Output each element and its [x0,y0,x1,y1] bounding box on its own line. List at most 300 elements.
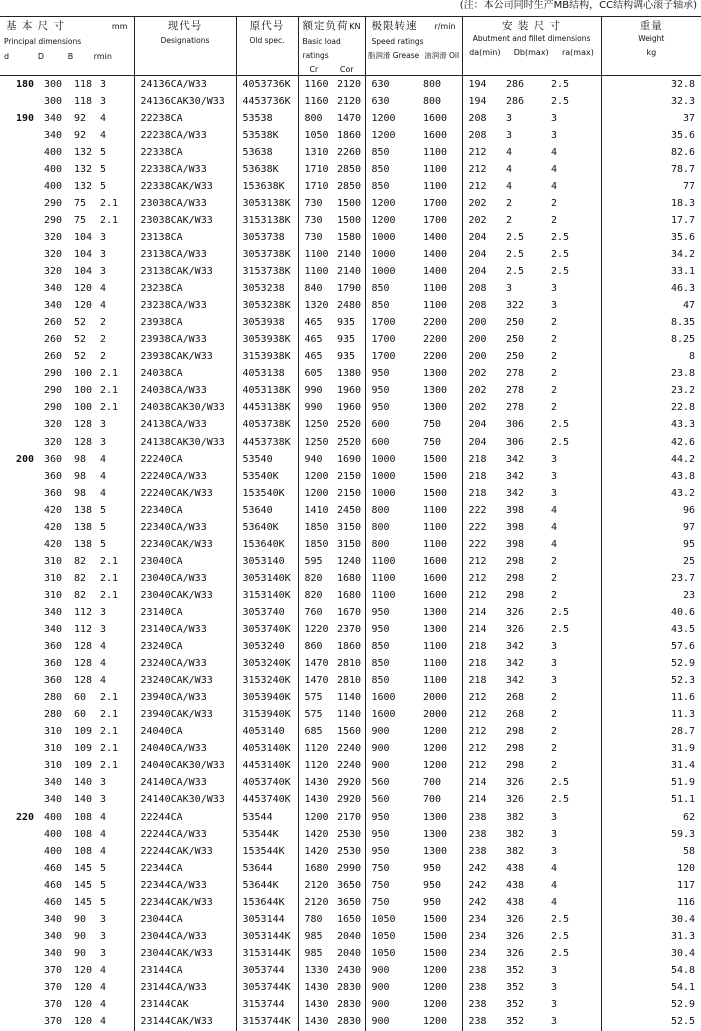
cell-d [0,758,38,775]
cell-weight: 23 [601,587,701,604]
cell-oil: 2200 [423,317,448,329]
cell-d [0,792,38,809]
cell-old-spec: 3053940K [236,690,298,707]
cell-weight: 51.1 [601,792,701,809]
cell-grease: 750 [365,877,417,894]
cell-da: 238 [462,979,500,996]
cell-width: 132 [74,163,93,175]
cell-grease: 900 [365,962,417,979]
cell-cor: 2150 [337,487,362,499]
cell-cr: 1320 [298,298,331,315]
cell-width: 98 [74,470,87,482]
cell-d [0,639,38,656]
cell-ra: 2.5 [551,913,570,925]
cell-cor: 935 [337,317,356,329]
cell-db: 2.5 [506,266,525,278]
cell-old-spec: 4053140 [236,724,298,741]
cell-d [0,93,38,110]
cell-weight: 22.8 [601,400,701,417]
cell-width: 75 [74,214,87,226]
cell-grease: 850 [365,298,417,315]
cell-d [0,894,38,911]
cell-designation: 23040CAK/W33 [134,587,236,604]
cell-designation: 24040CA [134,724,236,741]
cell-width: 75 [74,197,87,209]
cell-ra: 2 [551,317,558,329]
cell-cr: 840 [298,281,331,298]
cell-outer-dia: 340 [44,913,63,925]
cell-weight: 46.3 [601,281,701,298]
cell-d [0,707,38,724]
cell-cor: 2240 [337,743,362,755]
cell-da: 212 [462,553,500,570]
cell-db: 3 [506,283,513,295]
cell-cr: 1430 [298,979,331,996]
cell-designation: 23144CAK [134,997,236,1014]
cell-designation: 24136CA/W33 [134,76,236,94]
cell-rmin: 4 [100,300,107,312]
cell-designation: 23040CA [134,553,236,570]
cell-old-spec: 3153938K [236,349,298,366]
table-row [0,622,701,639]
cell-db: 2.5 [506,231,525,243]
cell-cr: 1120 [298,758,331,775]
table-row [0,366,701,383]
cell-outer-dia: 370 [44,1016,63,1028]
cell-outer-dia: 360 [44,487,63,499]
cell-cr: 1420 [298,826,331,843]
table-body [0,76,701,1031]
cell-outer-dia: 420 [44,538,63,550]
cell-designation: 22338CAK/W33 [134,178,236,195]
cell-rmin: 2 [100,317,107,329]
cell-old-spec: 4453740K [236,792,298,809]
cell-d [0,281,38,298]
cell-old-spec: 3053744K [236,979,298,996]
table-row [0,741,701,758]
table-row [0,298,701,315]
cell-designation: 23240CA [134,639,236,656]
cell-grease: 1000 [365,451,417,468]
cell-cr: 1050 [298,127,331,144]
cell-grease: 1100 [365,553,417,570]
cell-cr: 1100 [298,264,331,281]
cell-old-spec: 53638K [236,161,298,178]
cell-oil: 1300 [423,368,448,380]
cell-weight: 11.6 [601,690,701,707]
cell-cor: 2120 [337,95,362,107]
cell-old-spec: 53540 [236,451,298,468]
cell-designation: 24140CA/W33 [134,775,236,792]
cell-db: 298 [506,555,525,567]
cell-width: 104 [74,231,93,243]
cell-old-spec: 4053138 [236,366,298,383]
cell-d [0,553,38,570]
cell-designation: 22238CA/W33 [134,127,236,144]
desig-en-label: Designations [160,36,210,45]
cell-outer-dia: 370 [44,964,63,976]
cell-oil: 1400 [423,266,448,278]
cell-da: 238 [462,1014,500,1031]
old-en-label: Old spec. [249,36,285,45]
cell-cor: 3150 [337,538,362,550]
cell-designation: 22244CA/W33 [134,826,236,843]
cell-db: 326 [506,606,525,618]
cell-grease: 630 [365,93,417,110]
cell-db: 278 [506,385,525,397]
cell-weight: 40.6 [601,604,701,621]
cell-d [0,1014,38,1031]
cell-oil: 1300 [423,402,448,414]
cell-designation: 23038CA/W33 [134,195,236,212]
cell-width: 128 [74,419,93,431]
cell-cor: 2830 [337,1016,362,1028]
cell-width: 112 [74,606,93,618]
cell-old-spec: 3053938 [236,315,298,332]
cell-oil: 1300 [423,624,448,636]
cell-oil: 1300 [423,845,448,857]
cell-width: 98 [74,453,87,465]
cell-rmin: 4 [100,828,107,840]
cell-outer-dia: 360 [44,453,63,465]
cell-outer-dia: 320 [44,266,63,278]
cell-cor: 2830 [337,982,362,993]
cell-cor: 2120 [337,78,362,90]
cell-da: 212 [462,758,500,775]
cell-weight: 54.1 [601,979,701,996]
cell-cor: 2920 [337,794,362,806]
cell-designation: 24038CAK30/W33 [134,400,236,417]
cell-grease: 1050 [365,928,417,945]
cell-da: 218 [462,468,500,485]
cell-weight: 58 [601,843,701,860]
cell-weight: 57.6 [601,639,701,656]
cell-rmin: 2 [100,334,107,346]
cell-ra: 4 [551,896,558,908]
designations-header [134,17,236,76]
cell-rmin: 4 [100,658,107,670]
cell-outer-dia: 340 [44,794,63,806]
cell-da: 204 [462,264,500,281]
cell-width: 120 [74,999,93,1011]
cell-ra: 2.5 [551,606,570,618]
cell-ra: 3 [551,964,558,976]
table-row [0,724,701,741]
cell-outer-dia: 300 [44,78,63,90]
cell-cr: 730 [298,229,331,246]
speed-en-label: Speed ratings [371,37,424,46]
cell-ra: 3 [551,845,558,857]
cell-designation: 23240CA/W33 [134,656,236,673]
cell-d [0,468,38,485]
cell-outer-dia: 400 [44,828,63,840]
cell-db: 342 [506,453,525,465]
cell-cr: 575 [298,707,331,724]
cell-d [0,622,38,639]
cell-width: 52 [74,317,87,329]
cell-rmin: 4 [100,1016,107,1028]
cell-grease: 950 [365,826,417,843]
cell-da: 212 [462,724,500,741]
cell-da: 212 [462,161,500,178]
cell-ra: 3 [551,982,558,993]
cell-designation: 22338CA [134,144,236,161]
cell-weight: 32.3 [601,93,701,110]
table-row [0,775,701,792]
cell-weight: 35.6 [601,229,701,246]
cell-old-spec: 53638 [236,144,298,161]
cell-ra: 2.5 [551,436,570,448]
cell-ra: 3 [551,1016,558,1028]
cell-grease: 850 [365,673,417,690]
cell-cr: 1430 [298,1014,331,1031]
cell-rmin: 4 [100,982,107,993]
cell-d: 220 [15,811,34,823]
cell-weight: 82.6 [601,144,701,161]
cell-weight: 97 [601,519,701,536]
cell-oil: 1200 [423,760,448,772]
cell-da: 202 [462,366,500,383]
col-d-label: d [4,52,10,61]
cell-rmin: 4 [100,470,107,482]
cell-oil: 1200 [423,743,448,755]
cell-cr: 820 [298,570,331,587]
cell-cor: 2920 [337,777,362,789]
table-row [0,417,701,434]
cell-width: 100 [74,402,93,414]
cell-da: 212 [462,570,500,587]
cell-d [0,519,38,536]
cell-da: 194 [462,93,500,110]
cell-rmin: 4 [100,845,107,857]
cell-designation: 22240CAK/W33 [134,485,236,502]
col-B-label: B [67,52,74,61]
cell-db: 352 [506,964,525,976]
cell-da: 222 [462,502,500,519]
cell-cor: 2170 [337,811,362,823]
cell-db: 250 [506,317,525,329]
cell-d [0,178,38,195]
cell-grease: 1000 [365,264,417,281]
cell-outer-dia: 370 [44,982,63,993]
cell-grease: 1000 [365,246,417,263]
cell-old-spec: 4053738K [236,417,298,434]
cell-grease: 1200 [365,110,417,127]
cell-weight: 117 [601,877,701,894]
cell-rmin: 3 [100,947,107,959]
cell-width: 109 [74,760,93,772]
table-row [0,502,701,519]
cell-da: 234 [462,911,500,928]
cell-weight: 43.2 [601,485,701,502]
cell-d [0,434,38,451]
cell-oil: 1500 [423,913,448,925]
cell-oil: 750 [423,419,442,431]
cell-cor: 1860 [337,641,362,653]
cell-designation: 23038CAK/W33 [134,212,236,229]
cell-width: 145 [74,879,93,891]
cell-rmin: 2.1 [100,589,119,601]
col-oil-label: 油润滑 Oil [424,51,460,60]
cell-width: 118 [74,78,93,90]
cell-da: 214 [462,622,500,639]
cell-cor: 1960 [337,385,362,397]
cell-rmin: 3 [100,794,107,806]
cell-width: 128 [74,436,93,448]
cell-old-spec: 3053144K [236,928,298,945]
col-ra-label: ra(max) [561,48,594,57]
cell-designation: 22344CA [134,860,236,877]
cell-outer-dia: 360 [44,470,63,482]
cell-designation: 22340CAK/W33 [134,536,236,553]
cell-cr: 1850 [298,519,331,536]
cell-outer-dia: 360 [44,658,63,670]
cell-weight: 116 [601,894,701,911]
table-row [0,945,701,962]
cell-db: 306 [506,436,525,448]
cell-weight: 30.4 [601,911,701,928]
cell-width: 100 [74,385,93,397]
cell-old-spec: 3053938K [236,332,298,349]
cell-weight: 44.2 [601,451,701,468]
cell-old-spec: 53640K [236,519,298,536]
desig-zh-label: 现代号 [167,20,203,32]
cell-cor: 3650 [337,896,362,908]
cell-outer-dia: 310 [44,760,63,772]
cell-rmin: 5 [100,146,107,158]
cell-oil: 1500 [423,930,448,942]
cell-oil: 1300 [423,828,448,840]
cell-ra: 2.5 [551,95,570,107]
cell-db: 286 [506,78,525,90]
cell-grease: 560 [365,792,417,809]
cell-cor: 1500 [337,197,362,209]
cell-oil: 1100 [423,283,448,295]
cell-weight: 59.3 [601,826,701,843]
cell-oil: 1300 [423,606,448,618]
cell-cr: 990 [298,400,331,417]
cell-db: 352 [506,999,525,1011]
table-row [0,383,701,400]
cell-oil: 1200 [423,999,448,1011]
cell-weight: 43.3 [601,417,701,434]
cell-rmin: 4 [100,453,107,465]
cell-ra: 4 [551,163,558,175]
cell-ra: 2.5 [551,266,570,278]
cell-designation: 23044CAK/W33 [134,945,236,962]
cell-oil: 1100 [423,146,448,158]
cell-db: 4 [506,163,513,175]
cell-db: 268 [506,709,525,721]
cell-outer-dia: 320 [44,436,63,448]
cell-cor: 2260 [337,146,362,158]
cell-grease: 850 [365,161,417,178]
cell-oil: 1200 [423,726,448,738]
cell-old-spec: 3053744 [236,962,298,979]
cell-outer-dia: 340 [44,777,63,789]
cell-db: 298 [506,589,525,601]
cell-oil: 1200 [423,1016,448,1028]
cell-da: 218 [462,451,500,468]
table-row [0,843,701,860]
cell-oil: 1600 [423,589,448,601]
cell-cr: 1200 [298,485,331,502]
cell-cor: 2990 [337,862,362,874]
cell-weight: 37 [601,110,701,127]
cell-outer-dia: 420 [44,504,63,516]
cell-cr: 1710 [298,161,331,178]
cell-cor: 2520 [337,436,362,448]
cell-ra: 2 [551,692,558,704]
cell-da: 212 [462,587,500,604]
cell-d [0,264,38,281]
cell-ra: 2 [551,760,558,772]
table-row [0,212,701,229]
cell-cr: 1120 [298,741,331,758]
cell-cr: 575 [298,690,331,707]
cell-designation: 24140CAK30/W33 [134,792,236,809]
table-row [0,826,701,843]
cell-old-spec: 3053144 [236,911,298,928]
cell-rmin: 2.1 [100,385,119,397]
table-row [0,332,701,349]
cell-ra: 2.5 [551,930,570,942]
cell-ra: 2.5 [551,231,570,243]
cell-cr: 1330 [298,962,331,979]
cell-db: 326 [506,777,525,789]
cell-rmin: 3 [100,606,107,618]
cell-cor: 1960 [337,402,362,414]
cell-db: 306 [506,419,525,431]
cell-grease: 950 [365,604,417,621]
cell-oil: 1200 [423,964,448,976]
cell-da: 212 [462,144,500,161]
cell-rmin: 2.1 [100,368,119,380]
table-row [0,877,701,894]
cell-d [0,417,38,434]
cell-grease: 750 [365,860,417,877]
cell-ra: 4 [551,146,558,158]
cell-cr: 465 [298,315,331,332]
cell-rmin: 4 [100,283,107,295]
cell-old-spec: 153640K [236,536,298,553]
cell-db: 250 [506,351,525,363]
cell-d [0,997,38,1014]
table-header [0,17,701,76]
col-r-label: rmin [93,52,112,61]
cell-rmin: 2.1 [100,197,119,209]
cell-oil: 2000 [423,709,448,721]
cell-old-spec: 53538 [236,110,298,127]
cell-weight: 120 [601,860,701,877]
cell-weight: 52.5 [601,1014,701,1031]
cell-db: 382 [506,811,525,823]
cell-d [0,741,38,758]
cell-old-spec: 3153138K [236,212,298,229]
table-row [0,707,701,724]
cell-width: 145 [74,862,93,874]
cell-outer-dia: 260 [44,317,63,329]
cell-ra: 2 [551,214,558,226]
cell-width: 90 [74,913,87,925]
principal-dimensions-header [0,17,134,76]
cell-outer-dia: 400 [44,180,63,192]
cell-cor: 1560 [337,726,362,738]
cell-cor: 1500 [337,214,362,226]
cell-ra: 2.5 [551,78,570,90]
cell-oil: 1100 [423,658,448,670]
cell-grease: 900 [365,758,417,775]
